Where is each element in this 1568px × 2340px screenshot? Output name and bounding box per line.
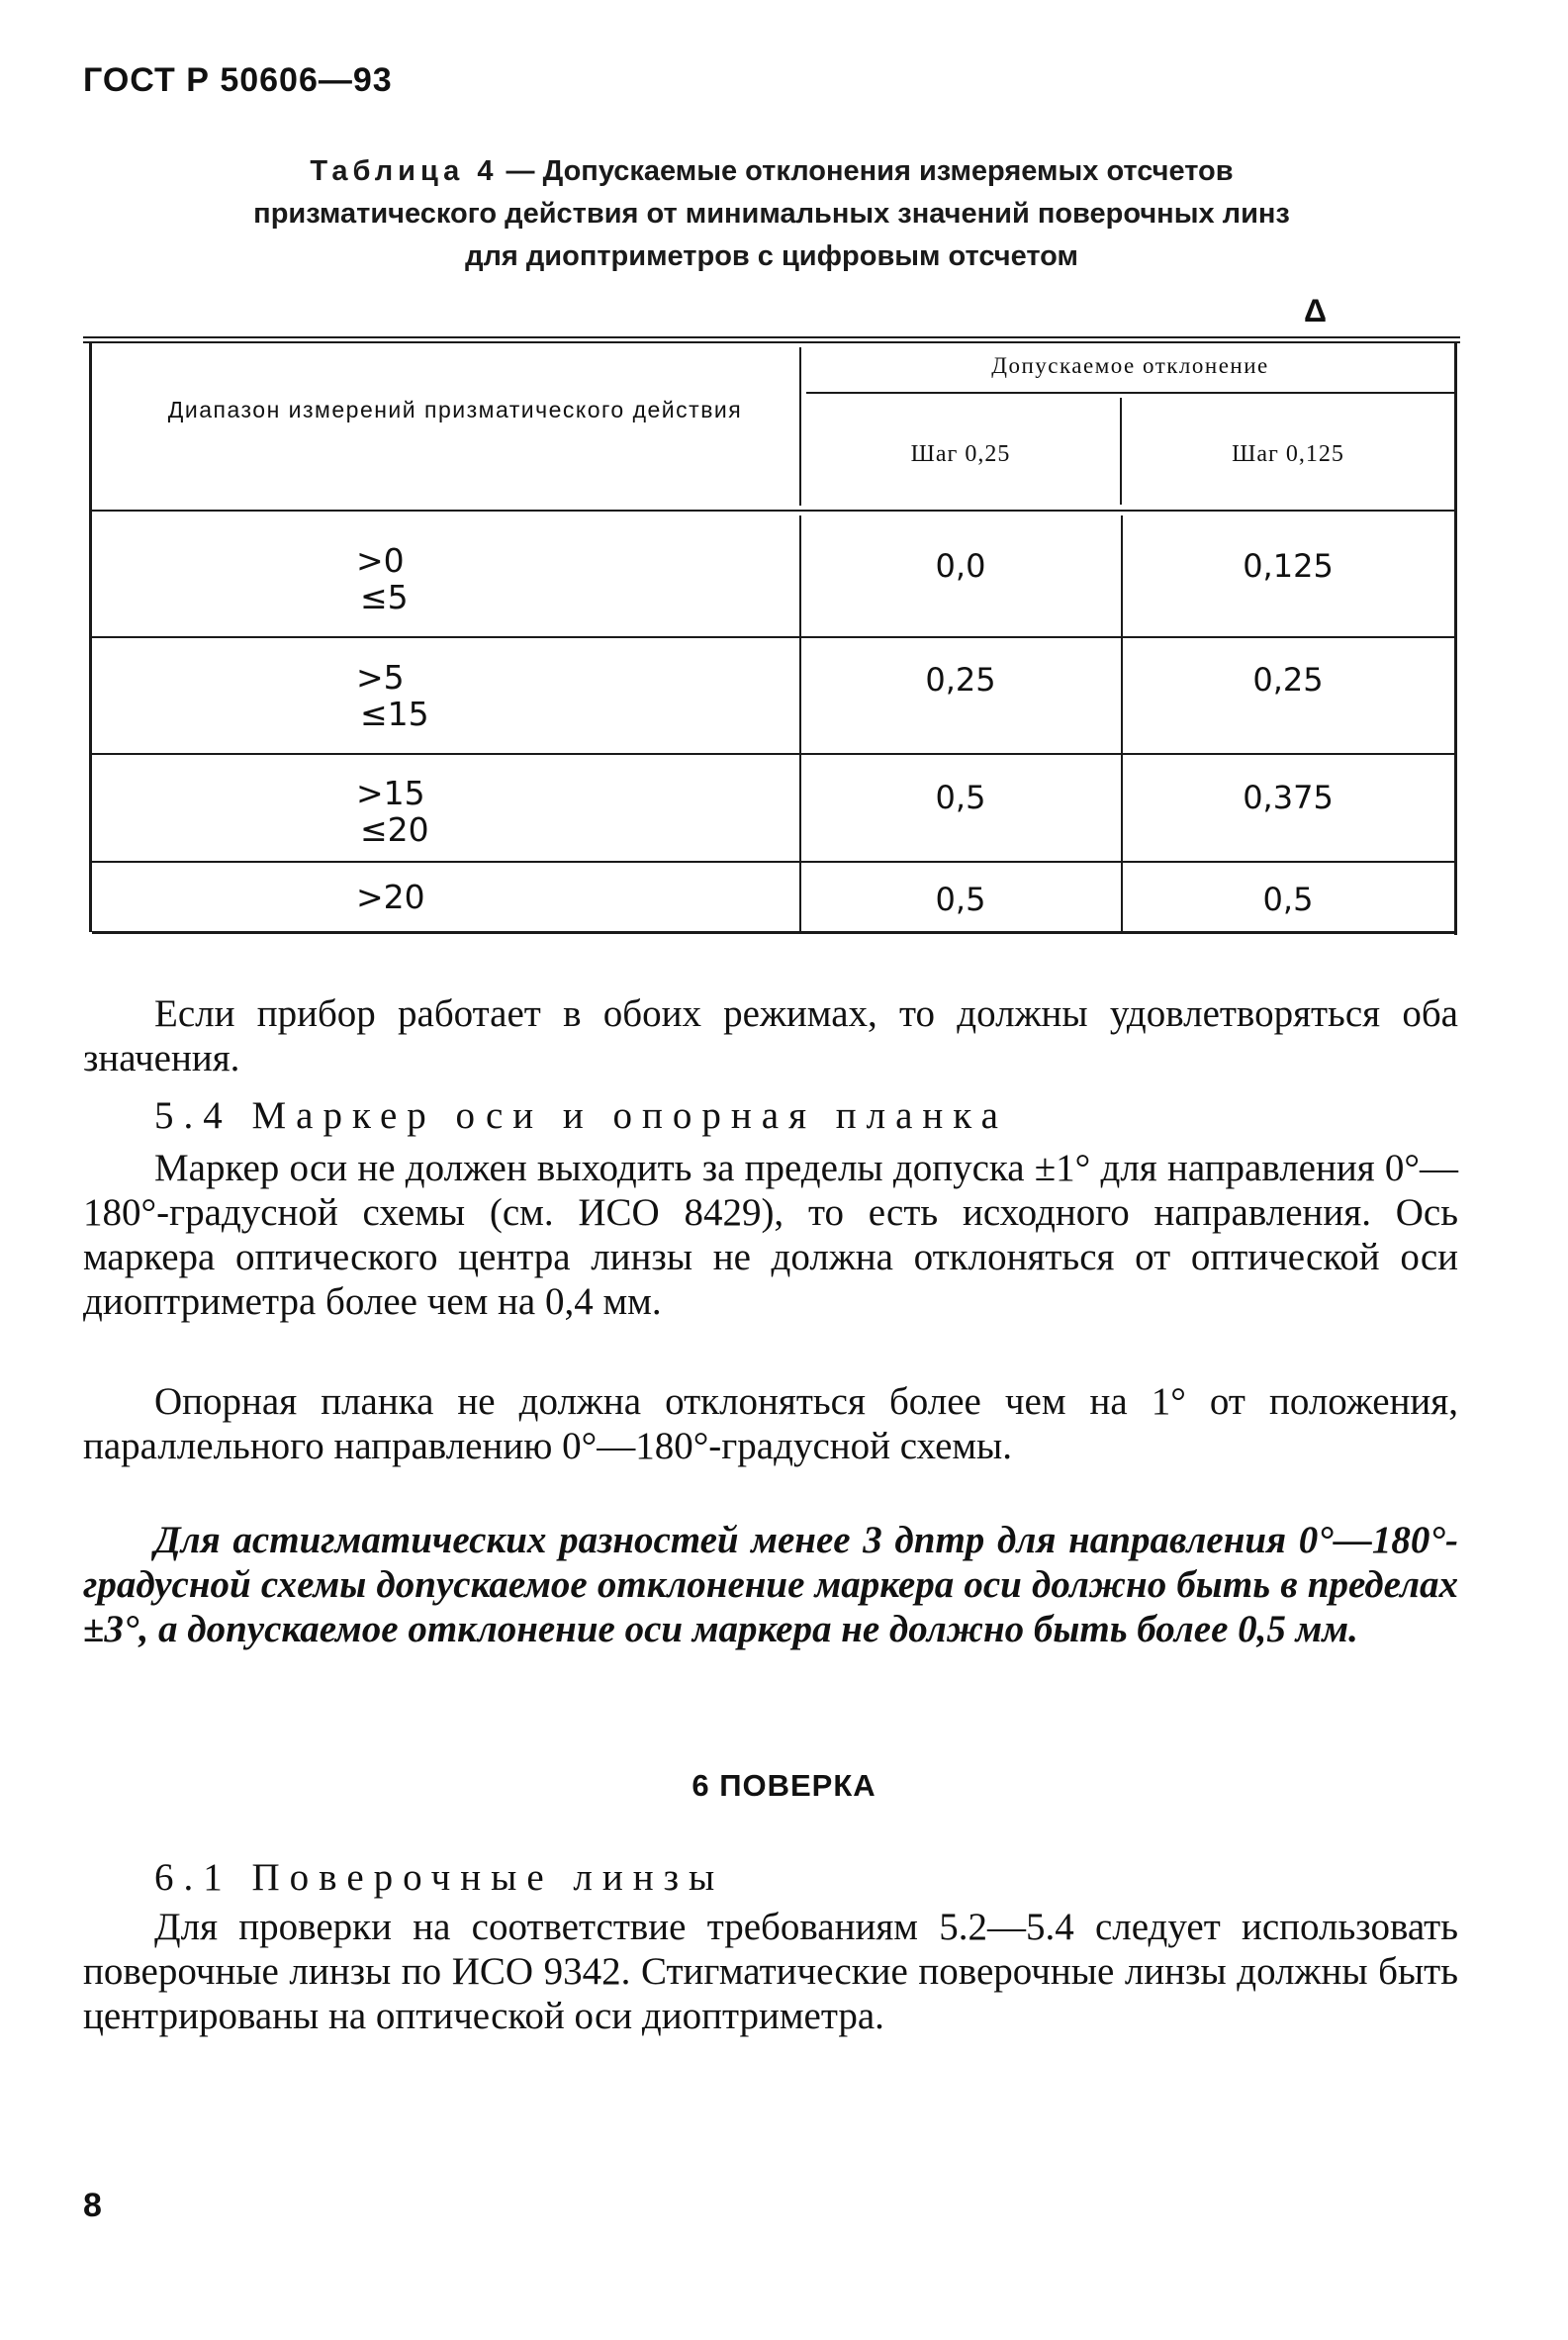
table-cell-range <box>356 659 554 732</box>
table-cell-range <box>356 879 554 915</box>
range-upper-bound: ≤15 <box>360 695 429 733</box>
table-caption-line-1 <box>148 150 1395 193</box>
table-cell-step-0125: 0,25 <box>1252 661 1324 699</box>
table-cell-range <box>356 775 554 848</box>
table-cell-step-0125: 0,375 <box>1243 779 1334 816</box>
column-header-step-025: Шаг 0,25 <box>910 441 1011 467</box>
table-cell-range <box>356 542 554 615</box>
range-lower-bound: >20 <box>356 878 425 916</box>
column-header-step-0125: Шаг 0,125 <box>1232 441 1344 467</box>
range-lower-bound: >5 <box>356 658 405 697</box>
table-row-separator <box>92 636 1455 638</box>
subsection-5-4-heading: 5.4 Маркер оси и опорная планка <box>154 1094 1008 1137</box>
column-header-range: Диапазон измерений призматического действия <box>167 397 743 422</box>
table-cell-step-0125: 0,5 <box>1262 881 1314 918</box>
table-header-tolerance-underline <box>806 392 1455 394</box>
table-label: Таблица 4 <box>310 155 499 187</box>
table-cell-step-0125: 0,125 <box>1243 547 1334 585</box>
table-cell-step-025: 0,0 <box>935 547 986 585</box>
range-lower-bound: >15 <box>356 774 425 812</box>
paragraph-support-plank: Опорная планка не должна отклоняться более чем на 1° от положения, параллельного направлению 0°—180°-градусной схемы. <box>83 1380 1458 1467</box>
section-6-heading: 6 ПОВЕРКА <box>692 1768 876 1803</box>
unit-symbol: Δ <box>1304 293 1327 328</box>
table-cell-step-025: 0,25 <box>925 661 996 699</box>
range-upper-bound: ≤5 <box>360 578 409 616</box>
table-caption-title: — Допускаемые отклонения измеряемых отсчетов <box>498 155 1234 187</box>
table-row-separator <box>92 861 1455 863</box>
table-border-top-inner <box>83 341 1460 343</box>
table-caption-line-2: призматического действия от минимальных значений поверочных линз <box>253 198 1290 230</box>
table-header-bottom <box>92 510 1455 512</box>
page-number: 8 <box>83 2187 102 2224</box>
table-cell-step-025: 0,5 <box>935 881 986 918</box>
subsection-6-1-heading: 6.1 Поверочные линзы <box>154 1856 725 1899</box>
table-border-top <box>83 336 1460 338</box>
document-code: ГОСТ Р 50606—93 <box>83 61 393 99</box>
table-caption <box>148 150 1395 278</box>
table-border-right <box>1454 343 1457 935</box>
paragraph-test-lenses: Для проверки на соответствие требованиям 5.2—5.4 следует использовать поверочные линзы по ИСО 9342. Стигматические поверочные линзы должны быть центрированы на оптической оси диоптриметра. <box>83 1906 1458 2037</box>
range-lower-bound: >0 <box>356 541 405 580</box>
column-header-tolerance: Допускаемое отклонение <box>991 353 1269 378</box>
table-cell-step-025: 0,5 <box>935 779 986 816</box>
paragraph-astigmatic-note: Для астигматических разностей менее 3 дптр для направления 0°—180°-градусной схемы допускаемое отклонение маркера оси должно быть в пределах ±3°, а допускаемое отклонение оси маркера не должно быть более 0,5 мм. <box>83 1519 1458 1650</box>
paragraph-both-modes: Если прибор работает в обоих режимах, то должны удовлетворяться оба значения. <box>83 992 1458 1079</box>
table-row-separator <box>92 753 1455 755</box>
paragraph-axis-marker: Маркер оси не должен выходить за пределы допуска ±1° для направления 0°—180°-градусной схемы (см. ИСО 8429), то есть исходного направления. Ось маркера оптического центра линзы не должна отклоняться от оптической оси диоптриметра более чем на 0,4 мм. <box>83 1147 1458 1323</box>
table-border-bottom <box>92 931 1457 934</box>
range-upper-bound: ≤20 <box>360 810 429 849</box>
table-divider-range <box>799 347 801 506</box>
table-caption-line-3: для диоптриметров с цифровым отсчетом <box>465 240 1078 272</box>
